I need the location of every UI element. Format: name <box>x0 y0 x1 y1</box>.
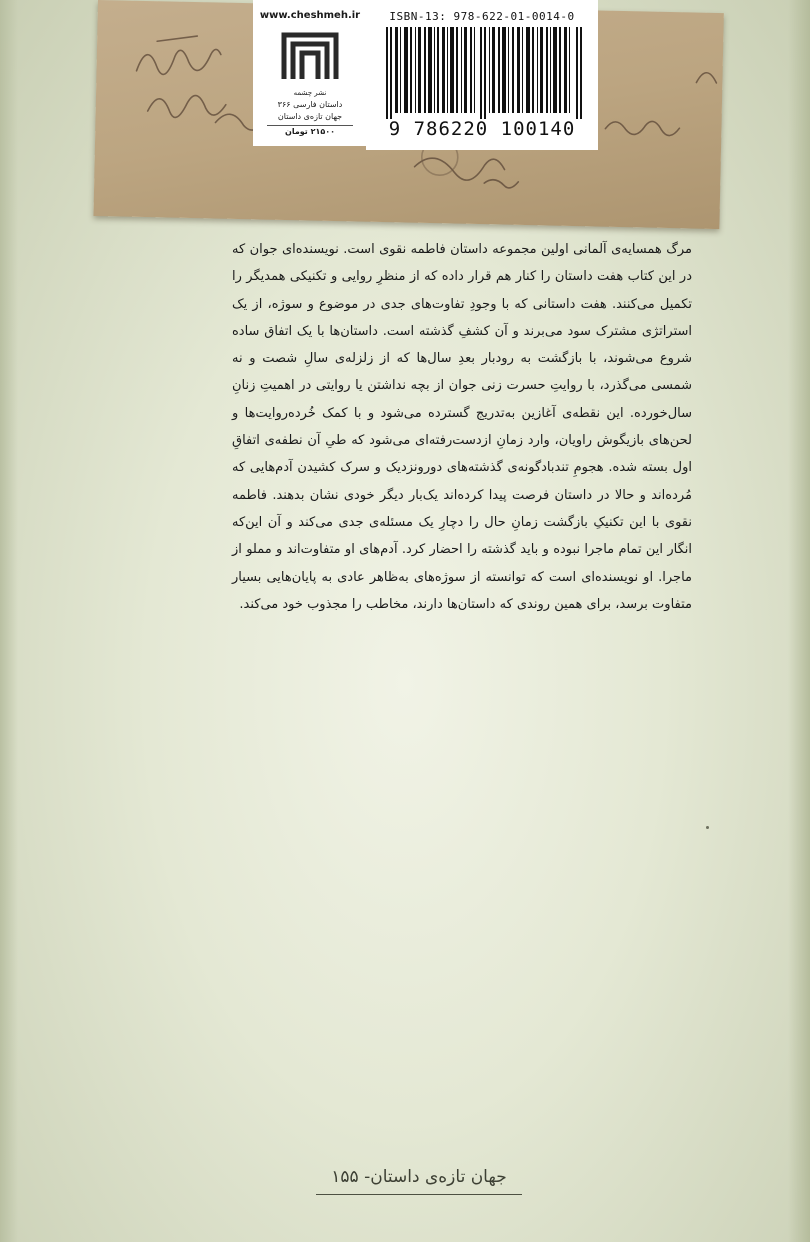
series-line-1: داستان فارسی ۳۶۶ <box>277 100 343 109</box>
cover-edge-shadow-right <box>788 0 810 1242</box>
series-footer: جهان تازه‌ی داستان- ۱۵۵ <box>316 1160 522 1195</box>
publisher-label <box>253 0 367 146</box>
publisher-website[interactable]: www.cheshmeh.ir <box>259 10 361 21</box>
barcode-icon <box>386 27 582 119</box>
publisher-imprint: نشر چشمه <box>293 89 327 97</box>
price: ۲۱۵۰۰ تومان <box>267 125 353 136</box>
barcode-label <box>366 0 598 150</box>
cover-edge-shadow-left <box>0 0 18 1242</box>
back-cover-blurb <box>232 236 692 618</box>
blurb-paragraph: مرگ همسایه‌ی آلمانی اولین مجموعه داستان فاطمه نقوی است. نویسنده‌ای جوان که در این کتاب هفت داستان را کنار هم قرار داده که از منظرِ روایی و تکنیکی همدیگر را تکمیل می‌کنند. هفت داستانی که با وجودِ تفاوت‌های جدی در موضوع و سوژه، از یک استراتژی مشترک سود می‌برند و آن کشفِ گذشته است. داستان‌ها با یک اتفاق ساده شروع می‌شوند، با بازگشت به رودبار بعدِ سال‌ها که از زلزله‌ی سالِ شصت و نه شمسی می‌گذرد، با روایتِ حسرت زنی جوان از بچه نداشتن یا روایتی در اهمیتِ زنانِ سال‌خورده. این نقطه‌ی آغازین به‌تدریج گسترده می‌شود و با کمک خُرده‌روایت‌ها و لحن‌های بازیگوش راویان، وارد زمانِ ازدست‌رفته‌ای می‌شود که طیِ آن نطفه‌ی اتفاقِ اول بسته شده. هجومِ تندبادگونه‌ی گذشته‌های دورونزدیک و سرک کشیدن آدم‌هایی که مُرده‌اند و حالا در داستان فرصت پیدا کرده‌اند یک‌بار دیگر خودی نشان بدهند. فاطمه نقوی با این تکنیکِ بازگشت زمانِ حال را دچارِ یک مسئله‌ی جدی می‌کند و آن این‌که انگار این تمام ماجرا نبوده و باید گذشته را احضار کرد. آدم‌های او متفاوت‌اند و مملو از ماجرا. او نویسنده‌ای است که توانسته از سوژه‌های به‌ظاهر عادی به پایان‌هایی بسیار متفاوت برسد، برای همین روندی که داستان‌ها دارند، مخاطب را مجذوب خود می‌کند. <box>232 242 692 612</box>
paper-speck <box>706 826 709 829</box>
isbn-text: ISBN-13: 978-622-01-0014-0 <box>389 10 575 23</box>
barcode-number: 9 786220 100140 <box>388 118 576 140</box>
publisher-logo-icon <box>280 25 340 83</box>
series-line-2: جهان تازه‌ی داستان <box>277 112 343 121</box>
